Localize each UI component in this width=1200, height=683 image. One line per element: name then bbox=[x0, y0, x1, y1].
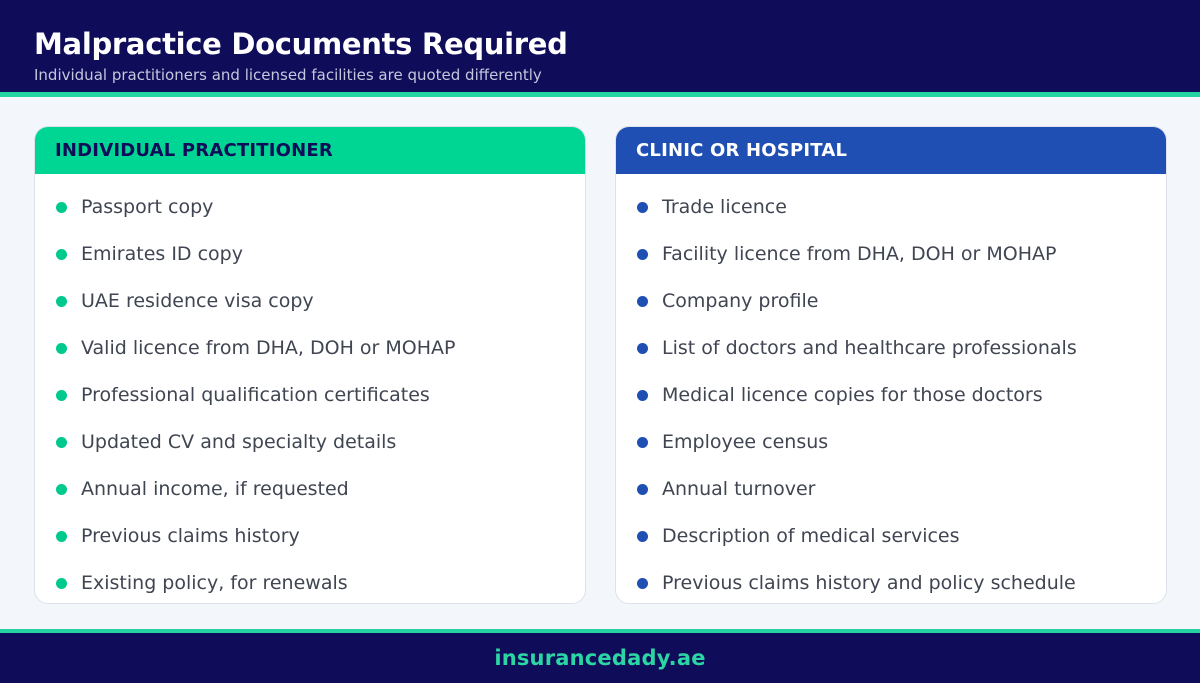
bullet-icon bbox=[56, 578, 67, 589]
bullet-icon bbox=[56, 390, 67, 401]
list-item bbox=[616, 194, 1166, 241]
list-item-label: List of doctors and healthcare professionals bbox=[662, 337, 1077, 359]
list-item-label: Facility licence from DHA, DOH or MOHAP bbox=[662, 243, 1057, 265]
list-item bbox=[616, 429, 1166, 476]
list-item bbox=[616, 476, 1166, 523]
list-item bbox=[35, 523, 585, 570]
bullet-icon bbox=[637, 390, 648, 401]
bullet-icon bbox=[56, 531, 67, 542]
bullet-icon bbox=[637, 249, 648, 260]
individual-practitioner-header bbox=[35, 127, 585, 174]
individual-practitioner-heading: INDIVIDUAL PRACTITIONER bbox=[55, 140, 333, 161]
list-item-label: Employee census bbox=[662, 431, 829, 453]
list-item bbox=[35, 241, 585, 288]
list-item bbox=[35, 288, 585, 335]
clinic-hospital-card bbox=[615, 126, 1167, 604]
clinic-hospital-header bbox=[616, 127, 1166, 174]
list-item-label: Passport copy bbox=[81, 196, 214, 218]
list-item bbox=[35, 476, 585, 523]
bullet-icon bbox=[637, 531, 648, 542]
page-subtitle: Individual practitioners and licensed facilities are quoted differently bbox=[34, 66, 542, 84]
bullet-icon bbox=[56, 343, 67, 354]
list-item-label: Valid licence from DHA, DOH or MOHAP bbox=[81, 337, 456, 359]
list-item bbox=[616, 382, 1166, 429]
list-item bbox=[616, 523, 1166, 570]
bullet-icon bbox=[637, 484, 648, 495]
list-item-label: UAE residence visa copy bbox=[81, 290, 314, 312]
list-item-label: Emirates ID copy bbox=[81, 243, 243, 265]
list-item bbox=[35, 429, 585, 476]
bullet-icon bbox=[56, 296, 67, 307]
list-item bbox=[616, 241, 1166, 288]
list-item bbox=[35, 335, 585, 382]
bullet-icon bbox=[56, 202, 67, 213]
individual-document-list bbox=[35, 174, 585, 604]
bullet-icon bbox=[637, 202, 648, 213]
list-item bbox=[616, 570, 1166, 604]
list-item-label: Professional qualification certificates bbox=[81, 384, 430, 406]
bullet-icon bbox=[637, 578, 648, 589]
list-item-label: Annual turnover bbox=[662, 478, 816, 500]
bullet-icon bbox=[637, 296, 648, 307]
list-item-label: Company profile bbox=[662, 290, 819, 312]
bullet-icon bbox=[637, 343, 648, 354]
header-divider bbox=[0, 92, 1200, 97]
list-item bbox=[35, 570, 585, 604]
list-item-label: Existing policy, for renewals bbox=[81, 572, 348, 594]
individual-practitioner-card bbox=[34, 126, 586, 604]
clinic-hospital-heading: CLINIC OR HOSPITAL bbox=[636, 140, 848, 161]
bullet-icon bbox=[637, 437, 648, 448]
page-title: Malpractice Documents Required bbox=[34, 27, 568, 61]
bullet-icon bbox=[56, 437, 67, 448]
page-footer bbox=[0, 633, 1200, 683]
list-item bbox=[35, 194, 585, 241]
list-item-label: Updated CV and specialty details bbox=[81, 431, 397, 453]
list-item-label: Trade licence bbox=[662, 196, 787, 218]
list-item-label: Previous claims history bbox=[81, 525, 300, 547]
list-item bbox=[35, 382, 585, 429]
list-item-label: Previous claims history and policy schedule bbox=[662, 572, 1076, 594]
list-item bbox=[616, 335, 1166, 382]
list-item bbox=[616, 288, 1166, 335]
list-item-label: Annual income, if requested bbox=[81, 478, 349, 500]
bullet-icon bbox=[56, 249, 67, 260]
list-item-label: Description of medical services bbox=[662, 525, 960, 547]
facility-document-list bbox=[616, 174, 1166, 604]
page-header bbox=[0, 0, 1200, 92]
list-item-label: Medical licence copies for those doctors bbox=[662, 384, 1043, 406]
bullet-icon bbox=[56, 484, 67, 495]
brand-link[interactable]: insurancedady.ae bbox=[494, 646, 706, 670]
